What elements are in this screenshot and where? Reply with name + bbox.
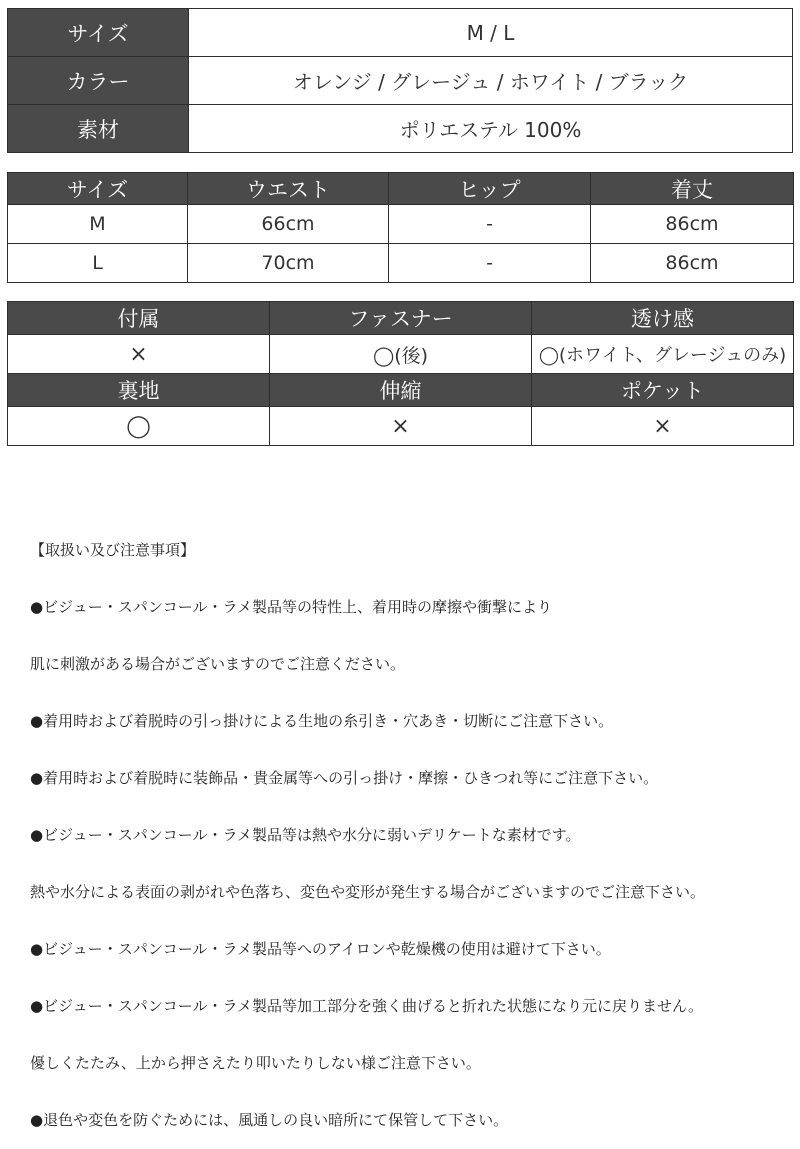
size-header-length: 着丈	[591, 173, 794, 205]
spec-value-size: M / L	[189, 9, 793, 57]
attr-header-fastener: ファスナー	[270, 302, 532, 335]
attr-header-pocket: ポケット	[532, 374, 794, 407]
attributes-table	[7, 301, 794, 446]
care-note-line: ●退色や変色を防ぐためには、風通しの良い暗所にて保管して下さい。	[30, 1111, 509, 1129]
size-header-hip: ヒップ	[389, 173, 591, 205]
size-header-waist: ウエスト	[188, 173, 389, 205]
attr-value-sheer: ◯(ホワイト、グレージュのみ)	[532, 335, 794, 374]
size-cell: 86cm	[591, 244, 794, 283]
attr-value-fastener: ◯(後)	[270, 335, 532, 374]
care-note-line: 熱や水分による表面の剥がれや色落ち、変色や変形が発生する場合がございますのでご注意下さい。	[30, 883, 706, 901]
care-note-line: ●ビジュー・スパンコール・ラメ製品等の特性上、着用時の摩擦や衝撃により	[30, 598, 553, 616]
spec-label-size: サイズ	[8, 9, 189, 57]
attr-header-sheer: 透け感	[532, 302, 794, 335]
table-row	[8, 335, 794, 374]
size-cell: 70cm	[188, 244, 389, 283]
size-header-row	[8, 173, 794, 205]
care-note-line: ●ビジュー・スパンコール・ラメ製品等へのアイロンや乾燥機の使用は避けて下さい。	[30, 940, 611, 958]
attr-header-accessory: 付属	[8, 302, 270, 335]
spec-row-size	[8, 9, 793, 57]
spec-table	[7, 8, 793, 153]
table-row	[8, 205, 794, 244]
spec-label-color: カラー	[8, 57, 189, 105]
attr-header-row	[8, 374, 794, 407]
care-note-line: 肌に刺激がある場合がございますのでご注意ください。	[30, 655, 406, 673]
care-note-line: ●ビジュー・スパンコール・ラメ製品等加工部分を強く曲げると折れた状態になり元に戻りません。	[30, 997, 703, 1015]
care-note-line: ●着用時および着脱時の引っ掛けによる生地の糸引き・穴あき・切断にご注意下さい。	[30, 712, 614, 730]
size-cell: -	[389, 244, 591, 283]
size-cell: 86cm	[591, 205, 794, 244]
care-note-line: 優しくたたみ、上から押さえたり叩いたりしない様ご注意下さい。	[30, 1054, 481, 1072]
spec-value-color: オレンジ / グレージュ / ホワイト / ブラック	[189, 57, 793, 105]
attr-value-stretch: ×	[270, 407, 532, 446]
spec-value-material: ポリエステル 100%	[189, 105, 793, 153]
size-cell: -	[389, 205, 591, 244]
attr-value-pocket: ×	[532, 407, 794, 446]
attr-value-accessory: ×	[8, 335, 270, 374]
size-cell: M	[8, 205, 188, 244]
size-table	[7, 172, 794, 283]
table-row	[8, 407, 794, 446]
spec-row-color	[8, 57, 793, 105]
table-row	[8, 244, 794, 283]
care-note-line: ●ビジュー・スパンコール・ラメ製品等は熱や水分に弱いデリケートな素材です。	[30, 826, 581, 844]
attr-header-stretch: 伸縮	[270, 374, 532, 407]
size-cell: 66cm	[188, 205, 389, 244]
size-header-size: サイズ	[8, 173, 188, 205]
spec-row-material	[8, 105, 793, 153]
attr-header-row	[8, 302, 794, 335]
size-cell: L	[8, 244, 188, 283]
care-notes	[30, 503, 705, 1149]
attr-header-lining: 裏地	[8, 374, 270, 407]
care-notes-title: 【取扱い及び注意事項】	[30, 541, 196, 559]
attr-value-lining: ◯	[8, 407, 270, 446]
care-note-line: ●着用時および着脱時に装飾品・貴金属等への引っ掛け・摩擦・ひきつれ等にご注意下さい。	[30, 769, 659, 787]
spec-label-material: 素材	[8, 105, 189, 153]
